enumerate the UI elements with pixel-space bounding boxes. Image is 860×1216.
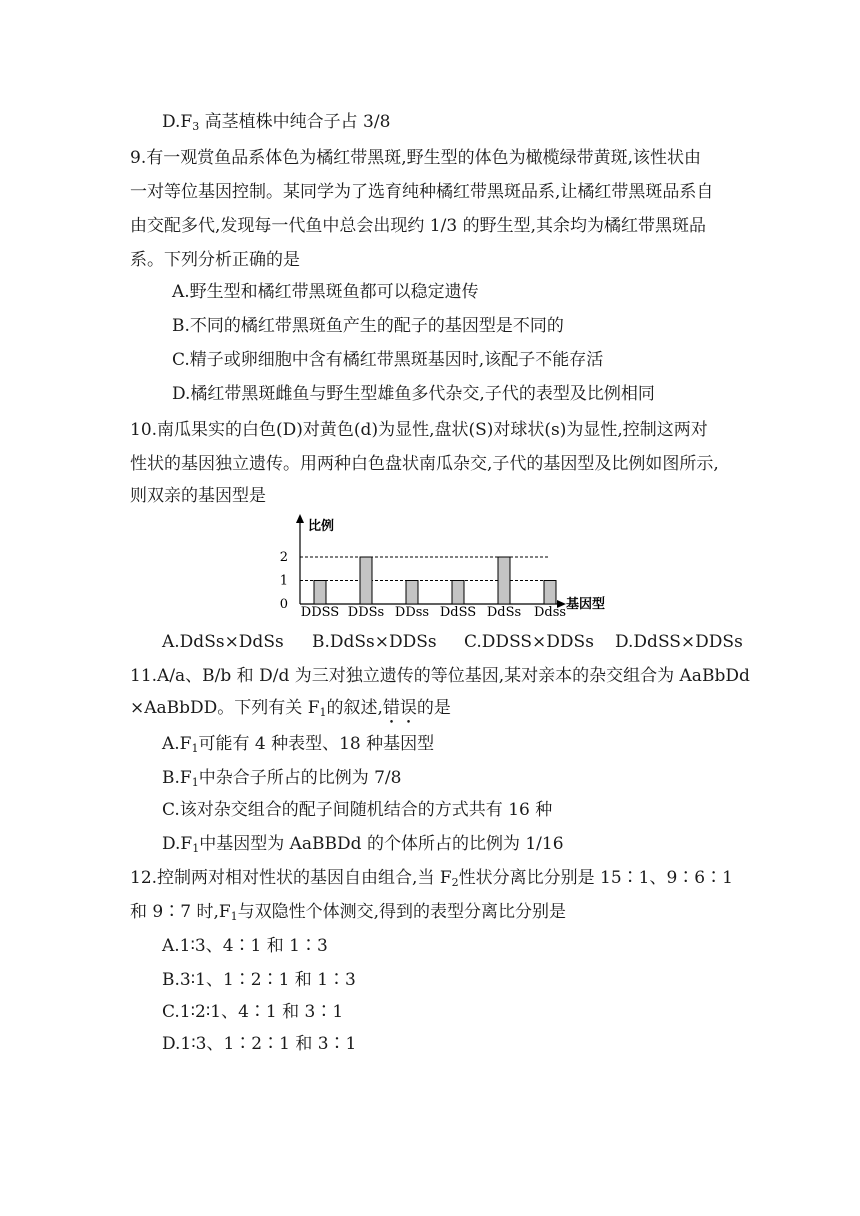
y-tick-label: 1 <box>279 573 288 589</box>
q10-option-d: D.DdSS×DDSs <box>615 632 743 652</box>
q9-stem-line-4: 系。下列分析正确的是 <box>130 250 300 270</box>
q9-option-b: B.不同的橘红带黑斑鱼产生的配子的基因型是不同的 <box>172 316 564 336</box>
bar-DDss <box>406 581 418 605</box>
q11-stem-line-1: 11.A/a、B/b 和 D/d 为三对独立遗传的等位基因,某对亲本的杂交组合为 AaBbDd <box>130 666 750 686</box>
q9-option-d: D.橘红带黑斑雌鱼与野生型雄鱼多代杂交,子代的表型及比例相同 <box>172 384 655 404</box>
x-tick-label: DDss <box>394 605 430 618</box>
q9-stem-line-3: 由交配多代,发现每一代鱼中总会出现约 1/3 的野生型,其余均为橘红带黑斑品 <box>130 216 706 236</box>
q11-stem-line-2: ×AaBbDD。下列有关 $F_1$的叙述,错误的是 <box>130 698 451 719</box>
q10-stem-line-3: 则双亲的基因型是 <box>130 486 266 506</box>
bar-DDSS <box>314 581 326 605</box>
q10-stem-line-1: 10.南瓜果实的白色(D)对黄色(d)为显性,盘状(S)对球状(s)为显性,控制这两对 <box>130 420 708 440</box>
q12-stem-line-1: 12.控制两对相对性状的基因自由组合,当 $F_2$性状分离比分别是 15∶1、9∶6∶1 <box>130 868 733 889</box>
x-tick-label: DDSs <box>347 605 385 618</box>
q10-option-b: B.DdSs×DDSs <box>312 632 437 652</box>
q9-option-c: C.精子或卵细胞中含有橘红带黑斑基因时,该配子不能存活 <box>172 350 604 370</box>
q12-option-c: C.1∶2∶1、4∶1 和 3∶1 <box>162 1002 344 1022</box>
q10-option-c: C.DDSS×DDSs <box>464 632 594 652</box>
x-tick-label: DdSS <box>439 605 477 618</box>
q10-option-a: A.DdSs×DdSs <box>162 632 284 652</box>
q9-stem-line-1: 9.有一观赏鱼品系体色为橘红带黑斑,野生型的体色为橄榄绿带黄斑,该性状由 <box>130 148 702 168</box>
y-axis-arrow <box>296 514 304 523</box>
q9-stem-line-2: 一对等位基因控制。某同学为了选育纯种橘红带黑斑品系,让橘红带黑斑品系自 <box>130 182 714 202</box>
q10-stem-line-2: 性状的基因独立遗传。用两种白色盘状南瓜杂交,子代的基因型及比例如图所示, <box>130 454 719 474</box>
q11-option-d: $D.F_1$中基因型为 AaBBDd 的个体所占的比例为 1/16 <box>162 834 564 855</box>
x-tick-label: Ddss <box>533 605 567 618</box>
q12-option-d: D.1∶3、1∶2∶1 和 3∶1 <box>162 1034 357 1054</box>
genotype-ratio-chart <box>270 512 620 618</box>
y-tick-label: 0 <box>279 597 288 612</box>
q12-option-a: A.1∶3、4∶1 和 1∶3 <box>162 936 328 956</box>
q12-option-b: B.3∶1、1∶2∶1 和 1∶3 <box>162 970 356 990</box>
bar-DdSs <box>498 557 510 604</box>
x-tick-label: DdSs <box>486 605 522 618</box>
x-axis-label: 基因型 <box>566 597 606 612</box>
y-tick-label: 2 <box>279 550 288 565</box>
bar-Ddss <box>544 581 556 605</box>
q11-option-a: $A.F_1$可能有 4 种表型、18 种基因型 <box>162 734 435 755</box>
x-tick-label: DDSS <box>300 605 340 618</box>
q11-option-b: $B.F_1$中杂合子所占的比例为 7/8 <box>162 768 402 789</box>
q12-stem-line-2: 和 9∶7 时$,F_1$与双隐性个体测交,得到的表型分离比分别是 <box>130 902 567 923</box>
q9-option-a: A.野生型和橘红带黑斑鱼都可以稳定遗传 <box>172 282 479 302</box>
emphasized-wrong: 错误 <box>382 698 417 718</box>
bar-DdSS <box>452 581 464 605</box>
bar-DDSs <box>360 557 372 604</box>
q8-option-d: $D.F_3$ 高茎植株中纯合子占 3/8 <box>162 112 391 133</box>
y-axis-label: 比例 <box>308 519 335 534</box>
q11-option-c: C.该对杂交组合的配子间随机结合的方式共有 16 种 <box>162 800 553 820</box>
